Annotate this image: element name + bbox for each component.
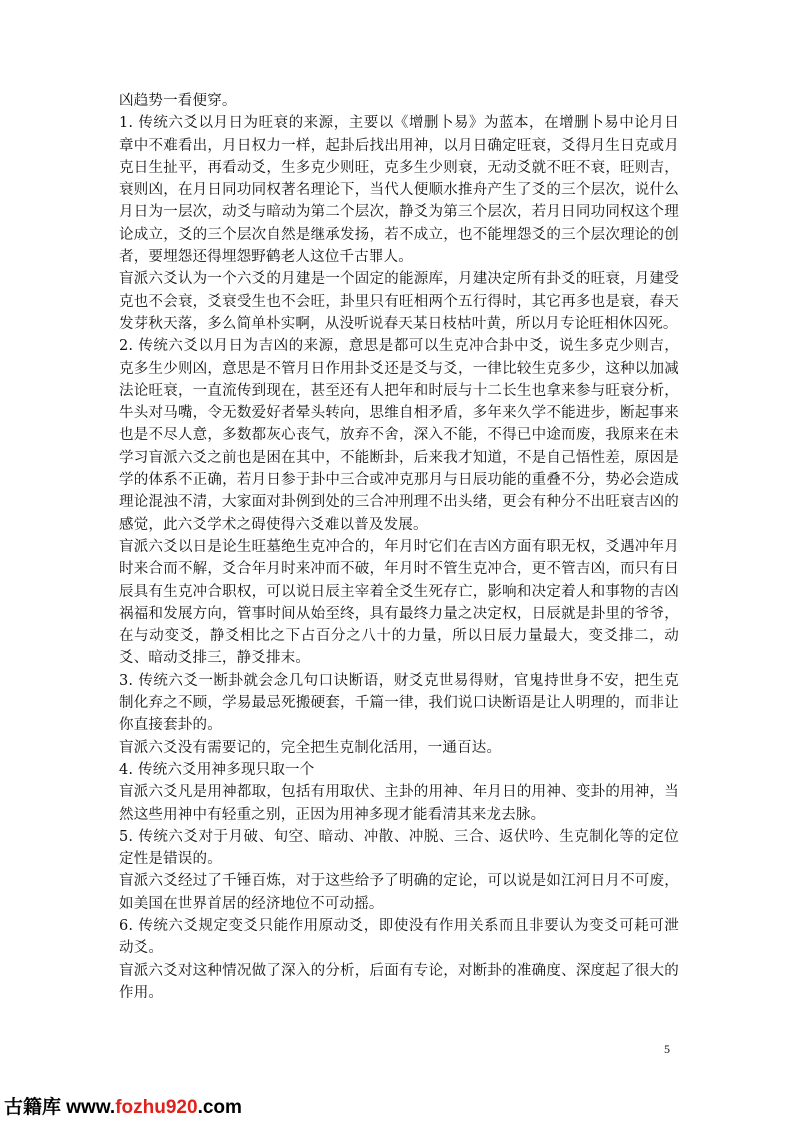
paragraph-point-2-traditional: 2. 传统六爻以月日为吉凶的来源，意思是都可以生克冲合卦中爻，说生多克少则吉，克多生少则凶，意思是不管月日作用卦爻还是爻与爻，一律比较生克多少，这种以加减法论旺衰，一直流传到现在，甚至还有人把年和时辰与十二长生也拿来参与旺衰分析，牛头对马嘴，令无数爱好者晕头转向，思维自相矛盾，多年来久学不能进步，断起事来也是不尽人意，多数都灰心丧气，放弃不舍，深入不能，不得已中途而废，我原来在未学习盲派六爻之前也是困在其中，不能断卦，后来我才知道，不是自己悟性差，原因是学的体系不正确，若月日参于卦中三合或冲克那月与日辰功能的重叠不分，势必会造成理论混浊不清，大家面对卦例到处的三合冲刑理不出头绪，更会有种分不出旺衰吉凶的感觉，此六爻学术之碍使得六爻难以普及发展。 bbox=[119, 338, 679, 533]
paragraph-point-1-blind: 盲派六爻认为一个六爻的月建是一个固定的能源库，月建决定所有卦爻的旺衰，月建受克也不会衰，爻衰受生也不会旺，卦里只有旺相两个五行得时，其它再多也是衰，春天发芽秋天落，多么简单朴实啊，从没听说春天某日枝枯叶黄，所以月专论旺相休囚死。 bbox=[119, 271, 679, 332]
paragraph-point-5-traditional: 5. 传统六爻对于月破、旬空、暗动、冲散、冲脱、三合、返伏吟、生克制化等的定位定性是错误的。 bbox=[119, 828, 679, 868]
paragraph-point-6-blind: 盲派六爻对这种情况做了深入的分析，后面有专论，对断卦的准确度、深度起了很大的作用。 bbox=[119, 962, 679, 1001]
paragraph-point-4-blind: 盲派六爻凡是用神都取，包括有用取伏、主卦的用神、年月日的用神、变卦的用神，当然这些用神中有轻重之别，正因为用神多现才能看清其来龙去脉。 bbox=[119, 784, 679, 823]
paragraph-point-5-blind: 盲派六爻经过了千锤百炼，对于这些给予了明确的定论，可以说是如江河日月不可废，如美国在世界首居的经济地位不可动摇。 bbox=[119, 873, 679, 912]
paragraph-point-4-traditional: 4. 传统六爻用神多现只取一个 bbox=[119, 761, 315, 778]
paragraph-point-3-blind: 盲派六爻没有需要记的，完全把生克制化活用，一通百达。 bbox=[119, 739, 502, 756]
page-number: 5 bbox=[664, 1042, 670, 1056]
document-body bbox=[119, 90, 679, 1004]
watermark-prefix: 古籍库 www. bbox=[4, 1097, 116, 1118]
paragraph-point-1-traditional: 1. 传统六爻以月日为旺衰的来源，主要以《增删卜易》为蓝本，在增删卜易中论月日章中不难看出，月日权力一样，起卦后找出用神，以月日确定旺衰，爻得月生日克或月克日生扯平，再看动爻，生多克少则旺，克多生少则衰，无动爻就不旺不衰，旺则吉，衰则凶，在月日同功同权著名理论下，当代人便顺水推舟产生了爻的三个层次，说什么月日为一层次，动爻与暗动为第二个层次，静爻为第三个层次，若月日同功同权这个理论成立，爻的三个层次自然是继承发扬，若不成立，也不能埋怨爻的三个层次理论的创者，要埋怨还得埋怨野鹤老人这位千古罪人。 bbox=[119, 115, 679, 266]
watermark-highlight: fozhu920 bbox=[115, 1097, 198, 1118]
paragraph-continuation: 凶趋势一看便穿。 bbox=[119, 93, 237, 109]
paragraph-point-3-traditional: 3. 传统六爻一断卦就会念几句口诀断语，财爻克世易得财，官鬼持世身不安，把生克制化弃之不顾，学易最忌死搬硬套，千篇一律，我们说口诀断语是让人明理的，而非让你直接套卦的。 bbox=[119, 672, 679, 734]
paragraph-point-2-blind: 盲派六爻以日是论生旺墓绝生克冲合的，年月时它们在吉凶方面有职无权，爻遇冲年月时来合而不解，爻合年月时来冲而不破，年月时不管生克冲合，更不管吉凶，而只有日辰具有生克冲合职权，可以说日辰主宰着全爻生死存亡，影响和决定着人和事物的吉凶祸福和发展方向，管事时间从始至终，具有最终力量之决定权，日辰就是卦里的爷爷，在与动变爻，静爻相比之下占百分之八十的力量，所以日辰力量最大，变爻排二，动爻、暗动爻排三，静爻排末。 bbox=[119, 538, 679, 667]
paragraph-point-6-traditional: 6. 传统六爻规定变爻只能作用原动爻，即使没有作用关系而且非要认为变爻可耗可泄动爻。 bbox=[119, 917, 679, 957]
site-watermark bbox=[4, 1092, 242, 1119]
watermark-suffix: .com bbox=[197, 1097, 242, 1118]
